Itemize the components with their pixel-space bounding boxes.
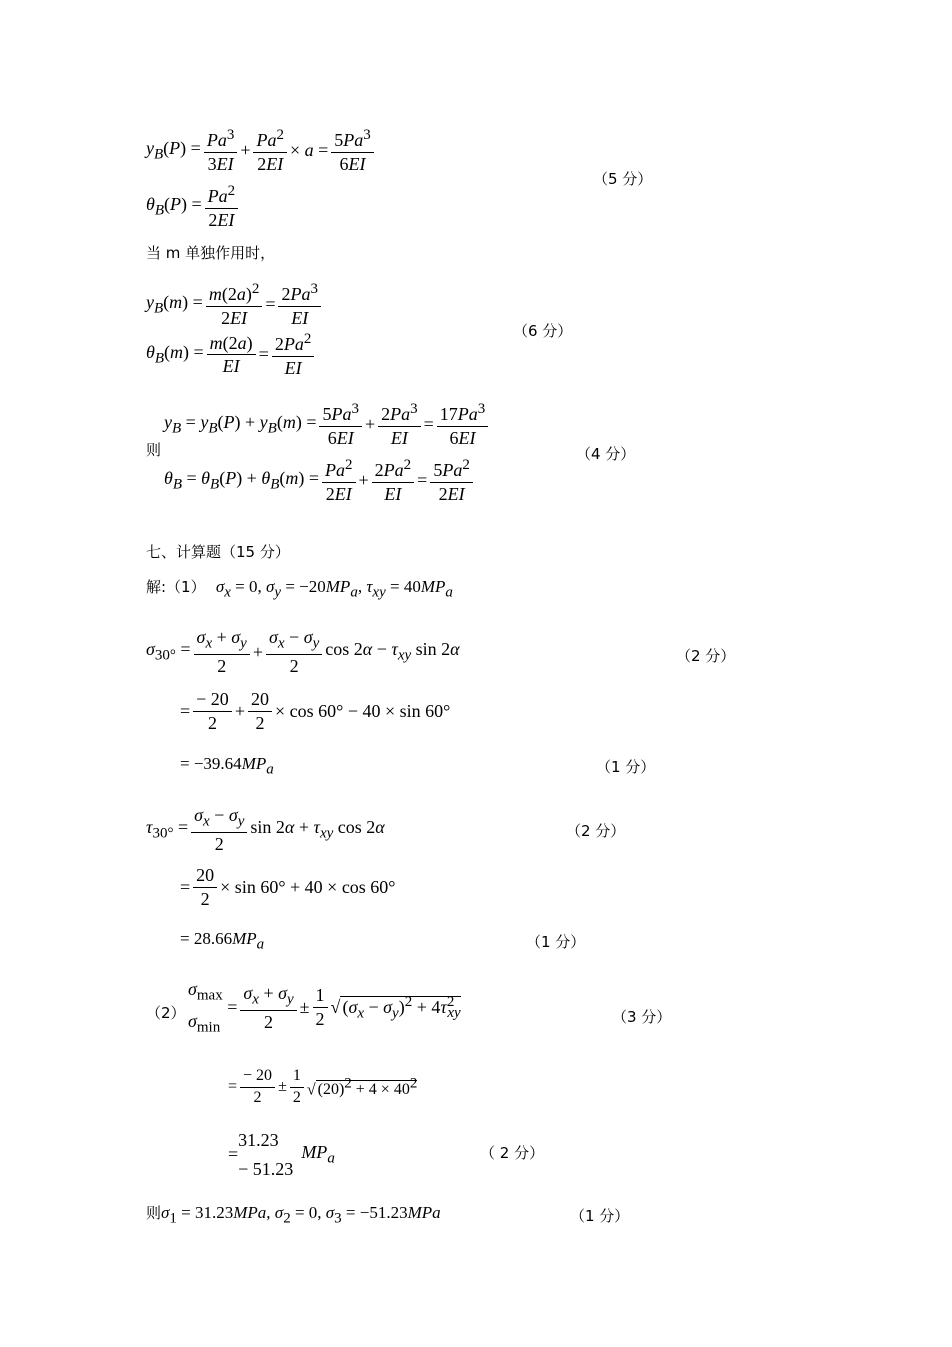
equation-yb-p: $y_B(P)$ = $\frac{Pa^3}{3EI}$ + $\frac{Pa^2}{2EI}$ × a = $\frac{5Pa^3}{6EI}$ bbox=[146, 128, 377, 174]
score-2b: （2 分） bbox=[566, 822, 626, 840]
part2-label: （2） bbox=[146, 1004, 186, 1022]
equation-theta-b-total: $\theta_B = \theta_B(P) + \theta_B(m)$ = $\frac{Pa^2}{2EI}$ + $\frac{2Pa^2}{EI}$ = $\frac{5Pa^2}{2EI}$ bbox=[164, 458, 476, 504]
equation-yb-m: $y_B(m)$ = $\frac{m(2a)^2}{2EI}$ = $\frac{2Pa^3}{EI}$ bbox=[146, 282, 324, 328]
equation-theta-b-p: $\theta_B(P)$ = $\frac{Pa^2}{2EI}$ bbox=[146, 184, 241, 230]
score-3: （3 分） bbox=[612, 1008, 672, 1026]
final-prefix: 则 bbox=[146, 1204, 162, 1222]
score-5: （5 分） bbox=[593, 170, 653, 188]
equation-sigma-30: $\sigma_{30^\circ}$ = $\frac{\sigma_x + \sigma_y}{2}$ + $\frac{\sigma_x - \sigma_y}{2}$ $\cos 2\alpha - \tau_{xy}$ sin 2α bbox=[146, 627, 460, 677]
section-heading: 七、计算题（15 分） bbox=[146, 543, 290, 561]
equation-principal-sub: = $\frac{- 20}{2}$ ± $\frac{1}{2}$ √ $(20)^2 + 4 \times 40^2$ bbox=[228, 1067, 418, 1106]
score-2a: （2 分） bbox=[676, 647, 736, 665]
solution-label: 解:（1） bbox=[146, 578, 206, 596]
score-1c: （1 分） bbox=[570, 1207, 630, 1225]
equation-sigma-30-result: = $-39.64MP_a$ bbox=[180, 754, 274, 778]
equation-sigma-30-sub: = $\frac{- 20}{2}$ + $\frac{20}{2}$ × cos 60° − 40 × sin 60° bbox=[180, 689, 451, 733]
score-1b: （1 分） bbox=[526, 933, 586, 951]
equation-yb-total: $y_B = y_B(P) + y_B(m)$ = $\frac{5Pa^3}{6EI}$ + $\frac{2Pa^3}{EI}$ = $\frac{17Pa^3}{6EI}$ bbox=[164, 402, 491, 448]
equation-tau-30-result: = $28.66MP_a$ bbox=[180, 929, 265, 953]
score-1a: （1 分） bbox=[596, 758, 656, 776]
text-then: 则 bbox=[146, 441, 162, 459]
solution-line: 解:（1） $\sigma_x = 0$, $\sigma_y = -20MP_a$, $\tau_{xy} = 40MP_a$ bbox=[146, 577, 453, 601]
equation-tau-30: $\tau_{30^\circ}$ = $\frac{\sigma_x - \sigma_y}{2}$ $\sin 2\alpha + \tau_{xy}$ cos 2α bbox=[146, 805, 385, 855]
equation-tau-30-sub: = $\frac{20}{2}$ × sin 60° + 40 × cos 60° bbox=[180, 865, 396, 909]
score-4: （4 分） bbox=[576, 445, 636, 463]
equation-principal: $\sigma_{max}$ $\sigma_{min}$ = $\frac{\sigma_x + \sigma_y}{2}$ ± $\frac{1}{2}$ √ $(\sigma_x - \sigma_y)^2 + 4\tau^2_{xy}$ bbox=[188, 979, 461, 1036]
equation-principal-result: = 31.23 − 51.23 $MP_a$ bbox=[228, 1130, 335, 1179]
equation-theta-b-m: $\theta_B(m)$ = $\frac{m(2a)}{EI}$ = $\frac{2Pa^2}{EI}$ bbox=[146, 332, 317, 378]
text-m-alone: 当 m 单独作用时， bbox=[146, 244, 276, 262]
score-2c: （ 2 分） bbox=[480, 1144, 545, 1162]
equation-final: 则$\sigma_1 = 31.23MPa$, $\sigma_2 = 0$, $\sigma_3 = -51.23MPa$ bbox=[146, 1203, 441, 1227]
score-6: （6 分） bbox=[513, 322, 573, 340]
